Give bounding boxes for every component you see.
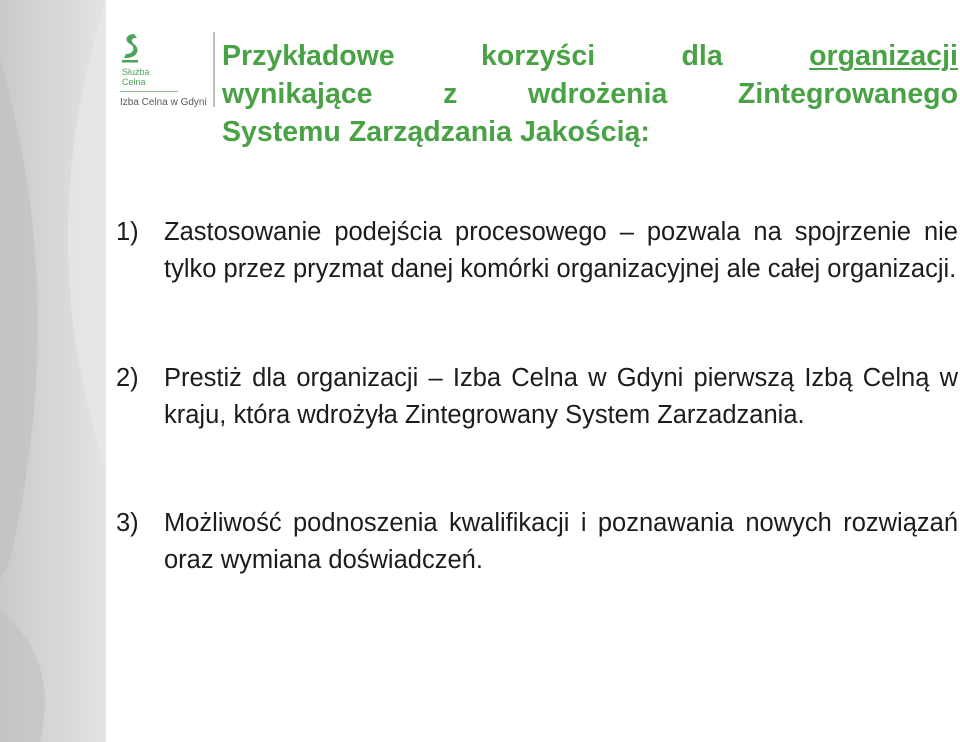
title-word: Systemu xyxy=(222,116,341,148)
band-curves xyxy=(0,0,106,742)
logo-line-2: Celna xyxy=(122,77,146,87)
header-divider xyxy=(213,32,215,107)
logo-rule xyxy=(120,91,178,92)
title-word-underlined: organizacji xyxy=(809,40,958,72)
title-word: Zarządzania xyxy=(348,116,512,148)
title-word: wynikające xyxy=(222,78,373,110)
list-item xyxy=(116,214,958,287)
logo-line-1: Służba xyxy=(122,67,150,77)
customs-logo-icon xyxy=(120,32,142,64)
title-word: Jakością: xyxy=(519,116,650,148)
title-word: z xyxy=(443,78,458,110)
title-word: Przykładowe xyxy=(222,40,395,72)
list-item-text: Zastosowanie podejścia procesowego – pozwala na spojrzenie nie tylko przez pryzmat danej komórki organizacyjnej ale całej organizacji. xyxy=(164,218,958,283)
decorative-side-band xyxy=(0,0,106,742)
slide-title xyxy=(222,37,958,151)
title-word: Zintegrowanego xyxy=(737,78,958,110)
title-line-2 xyxy=(222,75,958,113)
logo-subtitle: Izba Celna w Gdyni xyxy=(120,97,207,108)
list-item-number: 1) xyxy=(116,218,139,246)
list-item xyxy=(116,360,958,433)
list-item xyxy=(116,505,958,578)
title-word: dla xyxy=(681,40,723,72)
list-item-number: 2) xyxy=(116,364,139,392)
list-item-number: 3) xyxy=(116,509,139,537)
list-item-text: Prestiż dla organizacji – Izba Celna w Gdyni pierwszą Izbą Celną w kraju, która wdrożyła Zintegrowany System Zarzadzania. xyxy=(164,364,958,429)
logo xyxy=(106,18,212,113)
title-line-1 xyxy=(222,37,958,75)
title-word: korzyści xyxy=(481,40,596,72)
title-line-3 xyxy=(222,113,958,151)
title-word: wdrożenia xyxy=(527,78,668,110)
list-item-text: Możliwość podnoszenia kwalifikacji i poznawania nowych rozwiązań oraz wymiana doświadczeń. xyxy=(164,509,958,574)
